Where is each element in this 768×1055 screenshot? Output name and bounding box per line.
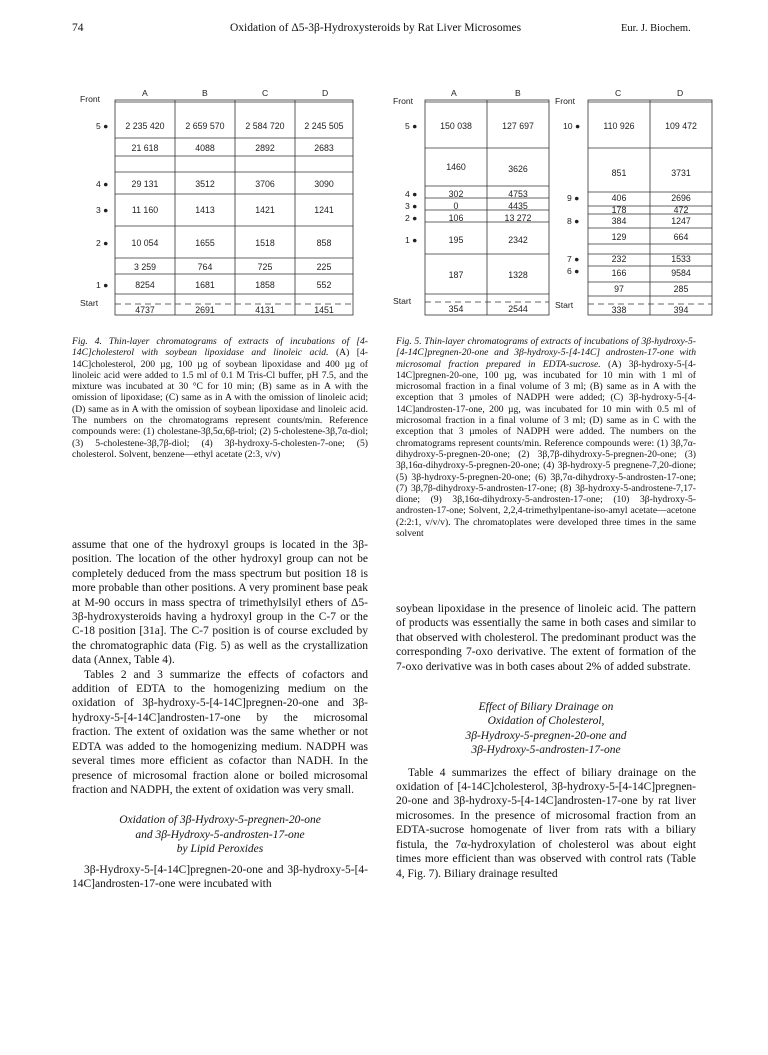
figure-5-caption-title: Fig. 5. Thin-layer chromatograms of extracts of incubations of 3β-hydroxy-5-[4-14C]pregnen-20-one and 3β-hydroxy-5-[4-14C] androsten-17-one with microsomal fraction prepared in EDTA-sucrose. — [396, 336, 696, 370]
spot-label-5: 5 ● — [96, 121, 109, 131]
lane-label-a: A — [142, 88, 148, 98]
right-column — [396, 602, 696, 881]
fig5-value: 187 — [448, 270, 464, 280]
figure-4-chromatogram — [80, 88, 360, 328]
fig5-value: 4753 — [508, 189, 528, 199]
lane-label-c: C — [262, 88, 269, 98]
figure-5-caption-body: (A) 3β-hydroxy-5-[4-14C]pregnen-20-one, 100 µg, was incubated for 10 min with 1 ml of microsomal fraction in a final volume of 3 ml; (B) same as in A with the exception that 3 µmoles of NADPH were added; (C) 3β-hydroxy-5-[4-14C]androsten-17-one, 200 µg, was incubated for 10 min with 0.5 ml of microsomal fraction in a final volume of 3 ml; (D) same as in C with the exception that 3 µmoles of NADPH were added. The numbers on the chromatograms represent counts/min. Reference compounds were: (1) 3β,7α-dihydroxy-5-pregnen-20-one; (2) 3β,7β-dihydroxy-5-pregnen-20-one; (3) 3β,16α-dihydroxy-5-pregnen-20-one; (4) 3β-hydroxy-5 pregnene-7,20-dione; (5) 3β-hydroxy-5-pregnen-20-one; (6) 3β,7α-dihydroxy-5-androsten-17-one; (7) 3β,7β-dihydroxy-5-androsten-17-one; (8) 3β-hydroxy-5-androstene-7,17-dione; (9) 3β,16α-dihydroxy-5-androsten-17-one; (10) 3β-hydroxy-5-androsten-17-one; Solvent, 2,2,4-trimethylpentane-iso-amyl acetate—acetone (2:2:1, v/v/v). The chromatoplates were developed three times in the same solvent — [396, 358, 696, 540]
fig5-value: 394 — [673, 305, 689, 315]
fig5-value: 232 — [611, 254, 627, 264]
fig5-value: 664 — [673, 232, 689, 242]
fig4-value: 1655 — [195, 238, 215, 248]
fig5-value: 851 — [611, 168, 627, 178]
fig5-value: 3626 — [508, 164, 528, 174]
paragraph: Table 4 summarizes the effect of biliary drainage on the oxidation of [4-14C]cholesterol, 3β-hydroxy-5-[4-14C]pregnen-20-one and 3β-hydroxy-5-[4-14C]androsten-17-one by rat liver microsomes. In the presence of microsomal fraction from an EDTA-sucrose homogenate of liver from rats with a biliary fistula, the 7α-hydroxylation of cholesterol was about eight times more efficient than was observed with control rats (Table 4, Fig. 7). Biliary drainage resulted — [396, 766, 696, 880]
spot-label-4: 4 ● — [405, 189, 418, 199]
figure-5-chromatogram — [393, 88, 713, 328]
fig4-value: 4131 — [255, 305, 275, 315]
fig5-value: 285 — [673, 284, 689, 294]
fig5-value: 97 — [614, 284, 624, 294]
left-column — [72, 538, 368, 891]
fig4-value: 1241 — [314, 205, 334, 215]
fig5-value: 338 — [611, 305, 627, 315]
front-label: Front — [555, 96, 576, 106]
fig5-value: 106 — [448, 213, 464, 223]
journal-name: Eur. J. Biochem. — [621, 23, 691, 34]
paragraph: Tables 2 and 3 summarize the effects of cofactors and addition of EDTA to the homogenizing medium on the oxidation of 3β-hydroxy-5-[4-14C]pregnen-20-one and 3β-hydroxy-5-[4-14C]androsten-17-one by the microsomal fraction. The extent of oxidation was the same whether or not EDTA was added to the homogenizing medium. NADPH was several times more efficient as cofactor than NADH. In the presence of microsomal fraction alone or boiled microsomal fraction and NADPH, the extent of oxidation was very small. — [72, 668, 368, 796]
figure-5-caption — [396, 336, 696, 539]
spot-label-3: 3 ● — [405, 201, 418, 211]
lane-label-b: B — [202, 88, 208, 98]
fig4-value: 2 245 505 — [304, 121, 344, 131]
spot-label-4: 4 ● — [96, 179, 109, 189]
fig4-value: 225 — [316, 262, 332, 272]
spot-label-6: 6 ● — [567, 266, 580, 276]
fig4-value: 2691 — [195, 305, 215, 315]
fig4-value: 21 618 — [131, 143, 159, 153]
start-label: Start — [80, 298, 99, 308]
fig5-value: 127 697 — [502, 121, 534, 131]
fig4-value: 3090 — [314, 179, 334, 189]
fig5-value: 109 472 — [665, 121, 697, 131]
fig4-value: 2 659 570 — [185, 121, 225, 131]
fig5-value: 9584 — [671, 268, 691, 278]
paragraph: soybean lipoxidase in the presence of linoleic acid. The pattern of products was essentially the same in both cases and similar to that observed with cholesterol. The predominant product was the corresponding 7-oxo derivative. The extent of formation of the 7-oxo derivative was in both cases about 2% of added substrate. — [396, 603, 696, 673]
lane-label-d: D — [677, 88, 684, 98]
spot-label-2: 2 ● — [96, 238, 109, 248]
fig5-value: 472 — [673, 205, 689, 215]
fig5-value: 302 — [448, 189, 464, 199]
fig5-value: 1533 — [671, 254, 691, 264]
figure-4-caption-title: Fig. 4. Thin-layer chromatograms of extracts of incubations of [4-14C]cholesterol with soybean lipoxidase and linoleic acid. — [72, 336, 368, 359]
fig4-value: 3 259 — [133, 262, 156, 272]
fig5-value: 150 038 — [440, 121, 472, 131]
fig4-value: 2892 — [255, 143, 275, 153]
lane-label-d: D — [322, 88, 329, 98]
fig4-value: 552 — [316, 280, 332, 290]
running-title: Oxidation of Δ5-3β-Hydroxysteroids by Rat Liver Microsomes — [230, 22, 522, 34]
fig4-value: 3706 — [255, 179, 275, 189]
start-label: Start — [393, 296, 412, 306]
fig4-value: 11 160 — [131, 205, 159, 215]
fig4-value: 10 054 — [131, 238, 159, 248]
section-heading: Effect of Biliary Drainage on Oxidation of Cholesterol, 3β-Hydroxy-5-pregnen-20-one and 3β-Hydroxy-5-androsten-17-one — [465, 701, 627, 757]
lane-label-a: A — [451, 88, 457, 98]
fig5-value: 1247 — [671, 216, 691, 226]
fig5-value: 4435 — [508, 201, 528, 211]
spot-label-5: 5 ● — [405, 121, 418, 131]
fig4-value: 3512 — [195, 179, 215, 189]
fig4-value: 1681 — [195, 280, 215, 290]
fig5-value: 13 272 — [504, 213, 532, 223]
fig5-value: 3731 — [671, 168, 691, 178]
spot-label-2: 2 ● — [405, 213, 418, 223]
page-number: 74 — [72, 22, 84, 34]
front-label: Front — [393, 96, 414, 106]
fig4-value: 4088 — [195, 143, 215, 153]
fig4-value: 858 — [316, 238, 332, 248]
lane-label-b: B — [515, 88, 521, 98]
front-label: Front — [80, 94, 101, 104]
fig4-value: 1413 — [195, 205, 215, 215]
fig5-value: 1328 — [508, 270, 528, 280]
paragraph: 3β-Hydroxy-5-[4-14C]pregnen-20-one and 3β-hydroxy-5-[4-14C]androsten-17-one were incubated with — [72, 863, 368, 890]
fig5-value: 406 — [611, 193, 627, 203]
fig5-value: 2544 — [508, 304, 528, 314]
fig4-value: 8254 — [135, 280, 155, 290]
start-label: Start — [555, 300, 574, 310]
spot-label-3: 3 ● — [96, 205, 109, 215]
fig5-value: 110 926 — [603, 121, 635, 131]
fig5-value: 384 — [611, 216, 627, 226]
fig5-value: 2696 — [671, 193, 691, 203]
fig5-value: 195 — [448, 235, 464, 245]
fig4-value: 1858 — [255, 280, 275, 290]
fig4-value: 2 235 420 — [125, 121, 165, 131]
spot-label-7: 7 ● — [567, 254, 580, 264]
spot-label-9: 9 ● — [567, 193, 580, 203]
fig5-value: 2342 — [508, 235, 528, 245]
section-heading: Oxidation of 3β-Hydroxy-5-pregnen-20-one and 3β-Hydroxy-5-androsten-17-one by Lipid Peroxides — [119, 814, 321, 856]
spot-label-8: 8 ● — [567, 216, 580, 226]
fig5-value: 129 — [611, 232, 627, 242]
fig5-value: 354 — [448, 304, 464, 314]
lane-label-c: C — [615, 88, 622, 98]
fig4-value: 29 131 — [131, 179, 159, 189]
figure-4-caption-body: (A) [4-14C]cholesterol, 200 µg, 100 µg of soybean lipoxidase and 400 µg of linoleic acid were added to 1.5 ml of 0.1 M Tris-Cl buffer, pH 7.5, and the mixture was incubated at 30 °C for 10 min; (B) same as in A with the omission of lipoxidase; (C) same as in A with the omission of linoleic acid; (D) same as in A with the omission of soybean lipoxidase and linoleic acid. The numbers on the chromatograms represent counts/min. Reference compounds were: (1) cholestane-3β,5α,6β-triol; (2) 5-cholestene-3β,7α-diol; (3) 5-cholestene-3β,7β-diol; (4) 3β-hydroxy-5-cholesten-7-one; (5) cholesterol. Solvent, benzene—ethyl acetate (2:3, v/v) — [72, 347, 368, 460]
fig4-value: 1421 — [255, 205, 275, 215]
figure-4-caption — [72, 336, 368, 460]
fig4-value: 4737 — [135, 305, 155, 315]
fig4-value: 764 — [197, 262, 213, 272]
fig5-value: 166 — [611, 268, 627, 278]
fig4-value: 2 584 720 — [245, 121, 285, 131]
fig4-value: 725 — [257, 262, 273, 272]
fig5-value: 0 — [453, 201, 459, 211]
paragraph: assume that one of the hydroxyl groups is located in the 3β-position. The location of the other hydroxyl group can not be completely deduced from the mass spectrum but position 18 is more probable than other positions. A very prominent base peak at M-90 occurs in mass spectra of trimethylsilyl ethers of Δ5-3β-hydroxysteroids having a hydroxyl group in the C-7 or the C-18 position [31a]. The C-7 position is of course excluded by the chromatographic data (Fig. 5) as well as the crystallization data (Annex, Table 4). — [72, 539, 368, 667]
fig5-value: 1460 — [446, 162, 466, 172]
fig5-value: 178 — [611, 205, 627, 215]
fig4-value: 2683 — [314, 143, 334, 153]
fig4-value: 1518 — [255, 238, 275, 248]
spot-label-1: 1 ● — [405, 235, 418, 245]
spot-label-10: 10 ● — [563, 121, 581, 131]
spot-label-1: 1 ● — [96, 280, 109, 290]
fig4-value: 1451 — [314, 305, 334, 315]
